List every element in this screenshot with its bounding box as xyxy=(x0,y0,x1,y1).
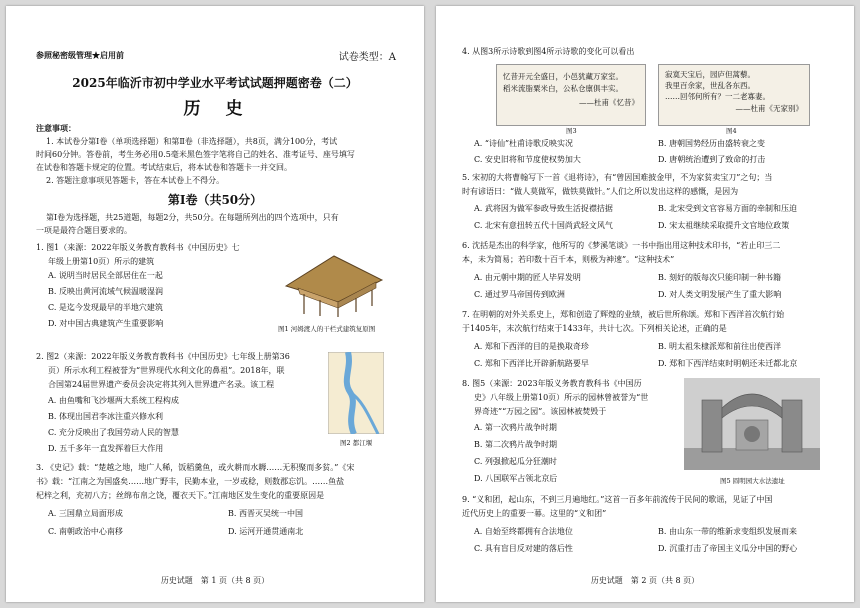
poem-line: ……回邻何所有？一二老寡妻。 xyxy=(665,92,770,101)
q8-stem: 史》八年级上册第10页）所示的园林曾被誉为“世 xyxy=(474,393,649,402)
q2-stem: 2. 图2（来源：2022年版义务教育教科书《中国历史》七年级上册第36 xyxy=(36,352,290,361)
q9-option-b[interactable]: B. 由山东一带的维新求变组织发展而来 xyxy=(658,527,797,536)
q4-stem: 4. 从图3所示诗歌到图4所示诗歌的变化可以看出 xyxy=(462,47,635,56)
poem-line: 寂寞天宝后，园庐但蒿藜。 xyxy=(665,70,755,79)
q7-option-d[interactable]: D. 郑和下西洋结束时明朝还未迁都北京 xyxy=(658,359,798,368)
q1-stem: 1. 图1（来源：2022年版义务教育教科书《中国历史》七 xyxy=(36,243,240,252)
poem-author: ——杜甫《无家别》 xyxy=(735,104,803,113)
q2-option-b[interactable]: B. 体现出国君李冰注重兴修水利 xyxy=(48,412,163,421)
q1-option-d[interactable]: D. 对中国古典建筑产生重要影响 xyxy=(48,319,164,328)
q5-stem: 5. 宋初的大将曹翰写下一首《退将诗》，有“曾因国难披金甲，不为家贫卖宝刀”之句；当 xyxy=(462,173,773,182)
page-2 xyxy=(436,6,854,602)
figure-4-caption: 图4 xyxy=(726,127,737,135)
q8-option-d[interactable]: D. 八国联军占领北京后 xyxy=(474,474,558,483)
exam-title: 2025年临沂市初中学业水平考试试题押题密卷（二） xyxy=(72,76,358,90)
q8-option-b[interactable]: B. 第二次鸦片战争时期 xyxy=(474,440,557,449)
notice-line: 2. 答题注意事项见答题卡，答在本试卷上不得分。 xyxy=(46,176,225,185)
poem-scroll-3 xyxy=(496,64,646,126)
q8-option-c[interactable]: C. 列强掀起瓜分狂潮时 xyxy=(474,457,557,466)
notice-line: 时间60分钟。答卷前，考生务必用0.5毫米黑色签字笔将自己的姓名、准考证号、座号填写 xyxy=(36,150,355,159)
stilt-house-illustration xyxy=(278,250,390,318)
figure-1-caption: 图1 河姆渡人的干栏式建筑复原图 xyxy=(278,325,376,333)
poem-line: 稻米流脂粟米白，公私仓廪俱丰实。 xyxy=(503,84,623,93)
q4-option-d[interactable]: D. 唐朝统治遭到了致命的打击 xyxy=(658,155,766,164)
poem-line: 忆昔开元全盛日，小邑犹藏万家室。 xyxy=(503,72,623,81)
q9-option-a[interactable]: A. 自始至终都拥有合法地位 xyxy=(474,527,573,536)
q3-option-b[interactable]: B. 西晋灭吴统一中国 xyxy=(228,509,303,518)
q3-option-d[interactable]: D. 运河开通贯通南北 xyxy=(228,527,304,536)
figure-3-caption: 图3 xyxy=(566,127,577,135)
q5-option-b[interactable]: B. 北宋受到文官容易方面的牵制和压迫 xyxy=(658,204,797,213)
q6-option-c[interactable]: C. 通过罗马帝国传到欧洲 xyxy=(474,290,565,299)
q7-option-c[interactable]: C. 郑和下西洋比开辟新航路要早 xyxy=(474,359,589,368)
q9-stem: 9. “义和团，起山东，不到三月遍地红。”这首一百多年前流传于民间的歌谣，见证了中国 xyxy=(462,495,773,504)
q4-option-c[interactable]: C. 安史旧将和节度使权势加大 xyxy=(474,155,581,164)
q7-stem: 7. 在明朝的对外关系史上，郑和创造了辉煌的业绩，被后世所称颂。郑和下西洋首次航行始 xyxy=(462,310,785,319)
q6-option-b[interactable]: B. 刻好的版每次只能印制一种书籍 xyxy=(658,273,781,282)
q2-option-c[interactable]: C. 充分反映出了我国劳动人民的智慧 xyxy=(48,428,179,437)
page-footer: 历史试题 第 2 页（共 8 页） xyxy=(590,576,700,585)
poem-author: ——杜甫《忆昔》 xyxy=(579,98,639,107)
q8-option-a[interactable]: A. 第一次鸦片战争时期 xyxy=(474,423,557,432)
yuanmingyuan-ruins-photo xyxy=(684,378,820,470)
poem-line: 我里百余家，世乱各东西。 xyxy=(665,81,755,90)
q3-option-a[interactable]: A. 三国鼎立局面形成 xyxy=(48,509,123,518)
q1-option-a[interactable]: A. 说明当时居民全部居住在一起 xyxy=(48,271,163,280)
page-footer: 历史试题 第 1 页（共 8 页） xyxy=(160,576,270,585)
page-1 xyxy=(6,6,424,602)
q3-option-c[interactable]: C. 南朝政治中心南移 xyxy=(48,527,123,536)
q6-option-d[interactable]: D. 对人类文明发展产生了重大影响 xyxy=(658,290,782,299)
subject-title: 历 史 xyxy=(183,99,247,119)
q9-option-c[interactable]: C. 具有盲目反对建的落后性 xyxy=(474,544,573,553)
q7-option-a[interactable]: A. 郑和下西洋的目的是换取奇珍 xyxy=(474,342,589,351)
q9-option-d[interactable]: D. 沉重打击了帝国主义瓜分中国的野心 xyxy=(658,544,798,553)
q2-stem: 合国第24届世界遗产委员会决定将其列入世界遗产名录。该工程 xyxy=(48,380,275,389)
section-intro: 一项是最符合题目要求的。 xyxy=(36,226,132,235)
q5-stem: 时有谚语曰：“做人莫做军，做铁莫做针。”人们之所以发出这样的感慨，是因为 xyxy=(462,187,739,196)
q3-stem: 杞梓之利，充初八方；丝绵布帛之饶，覆衣天下。”江南地区发生变化的重要原因是 xyxy=(36,491,325,500)
section-title: 第Ⅰ卷（共50分） xyxy=(167,193,263,207)
figure-2-caption: 图2 都江堰 xyxy=(340,439,373,447)
notice-line: 1. 本试卷分第Ⅰ卷（单项选择题）和第Ⅱ卷（非选择题），共8页，满分100分，考试 xyxy=(46,137,338,146)
q4-option-b[interactable]: B. 唐朝国势经历由盛转衰之变 xyxy=(658,139,765,148)
q1-stem: 年级上册第10页）所示的建筑 xyxy=(48,257,155,266)
q7-option-b[interactable]: B. 明太祖朱棣派郑和前往出使西洋 xyxy=(658,342,781,351)
q3-stem: 书》载：“江南之为国盛矣……地广野丰，民勤本业，一岁或稔，则数郡忘饥。……鱼盐 xyxy=(36,477,345,486)
figure-5-caption: 图5 圆明园大水法遗址 xyxy=(720,477,785,485)
q5-option-d[interactable]: D. 宋太祖继续采取提升文官地位政策 xyxy=(658,221,790,230)
q5-option-c[interactable]: C. 北宋有意扭转五代十国尚武轻文风气 xyxy=(474,221,613,230)
poem-scroll-4 xyxy=(658,64,810,126)
q6-stem: 本，未为简易；若印数十百千本，则极为神速”。“这种技术” xyxy=(462,255,675,264)
q2-option-a[interactable]: A. 由鱼嘴和飞沙堰两大系统工程构成 xyxy=(48,396,179,405)
q6-stem: 6. 沈括是杰出的科学家，他所写的《梦溪笔谈》一书中指出用这种技术印书，“若止印三二 xyxy=(462,241,781,250)
q3-stem: 3. 《史记》载：“楚越之地，地广人稀，饭稻羹鱼，或火耕而水耨……无积聚而多贫。”《宋 xyxy=(36,463,355,472)
section-intro: 第Ⅰ卷为选择题，共25道题，每题2分，共50分。在每题所列出的四个选项中，只有 xyxy=(46,213,339,222)
notice-heading: 注意事项： xyxy=(36,123,76,133)
q6-option-a[interactable]: A. 由元朝中期的匠人毕昇发明 xyxy=(474,273,581,282)
q7-stem: 于1405年，末次航行结束于1433年，共计七次。下列相关论述，正确的是 xyxy=(462,324,727,333)
notice-line: 在试卷和答题卡规定的位置。考试结束后，将本试卷和答题卡一并交回。 xyxy=(36,163,292,172)
q8-stem: 8. 图5（来源：2023年版义务教育教科书《中国历 xyxy=(462,379,642,388)
q5-option-a[interactable]: A. 武将因为做军参政导致生活捉襟拮据 xyxy=(474,204,613,213)
q8-stem: 界奇迹”“万园之园”。该园林被焚毁于 xyxy=(474,407,607,416)
q4-option-a[interactable]: A. “诗仙”杜甫诗歌反映实况 xyxy=(474,139,574,148)
paper-type: 试卷类型：A xyxy=(338,52,396,63)
dujiangyan-map xyxy=(328,352,384,434)
q2-option-d[interactable]: D. 五千多年一直发挥着巨大作用 xyxy=(48,444,164,453)
q1-option-b[interactable]: B. 反映出黄河流域气候温暖湿润 xyxy=(48,287,163,296)
q9-stem: 近代历史上的重要一幕。这里的“义和团” xyxy=(462,509,607,518)
q1-option-c[interactable]: C. 是迄今发现最早的半地穴建筑 xyxy=(48,303,163,312)
confidentiality-label: 参照秘密级管理★启用前 xyxy=(36,50,124,60)
q2-stem: 页）所示水利工程被誉为“世界现代水利文化的鼻祖”。2018年，联 xyxy=(48,366,285,375)
